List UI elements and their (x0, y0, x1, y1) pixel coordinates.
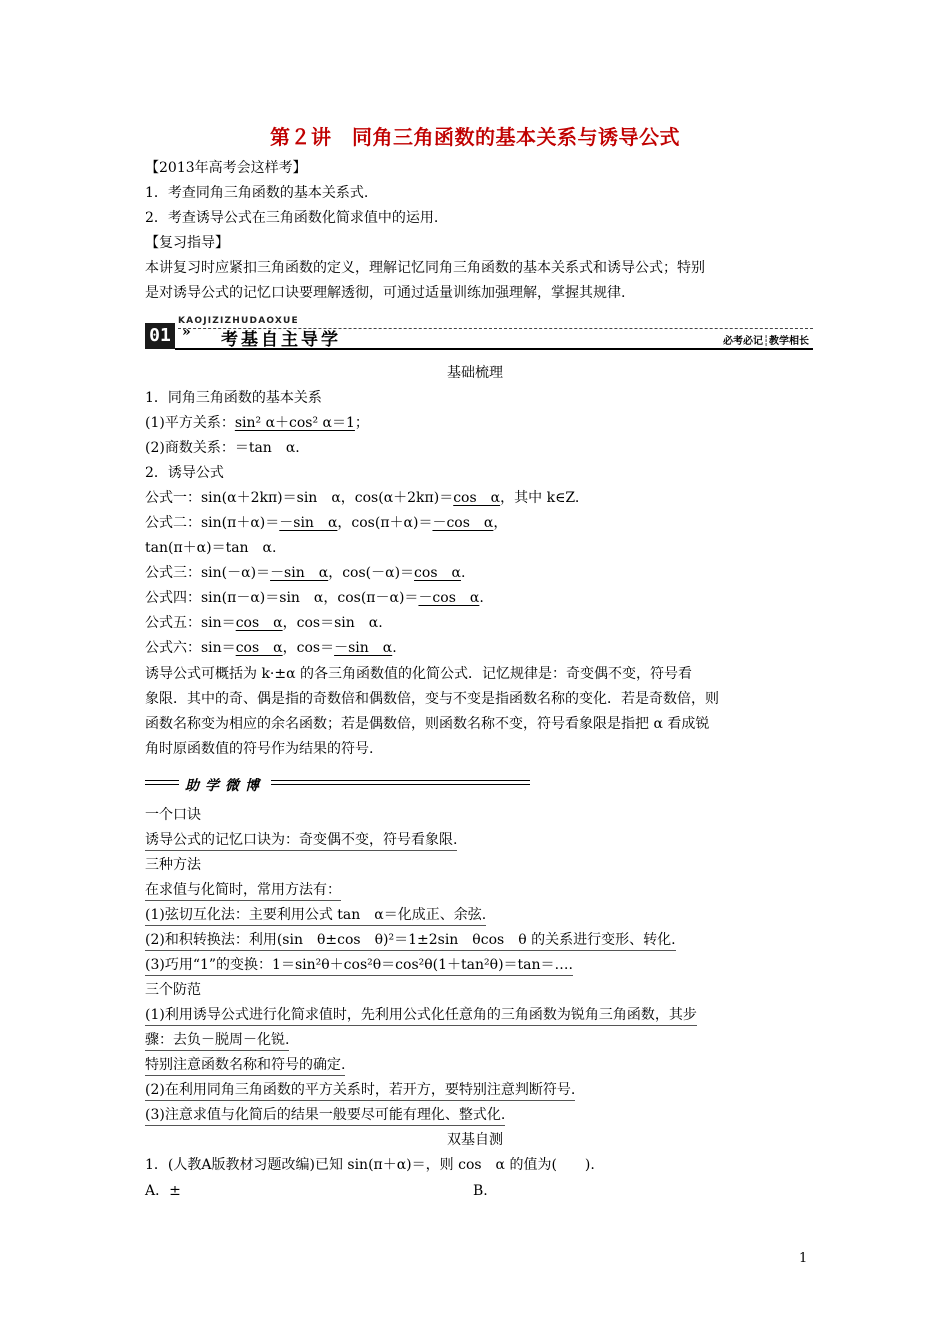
formula-2-tan: tan(π＋α)＝tan α. (145, 540, 277, 556)
formula-2: 公式二：sin(π＋α)＝－sin α，cos(π＋α)＝－cos α， (145, 515, 508, 531)
exam-item-2: 2．考查诱导公式在三角函数化简求值中的运用. (145, 210, 439, 226)
formula-5: 公式五：sin＝cos α，cos＝sin α. (145, 615, 383, 631)
banner-rule (175, 348, 813, 350)
helper-heading: 三种方法 (145, 857, 201, 873)
square-relation: (1)平方关系：sin² α＋cos² α＝1； (145, 415, 369, 431)
option-b: B. (473, 1183, 488, 1199)
helper-line: (3)巧用“1”的变换：1＝sin²θ＋cos²θ＝cos²θ(1＋tan²θ)＝tan＝…. (145, 955, 573, 976)
exam-heading: 【2013年高考会这样考】 (145, 160, 307, 176)
review-line-1: 本讲复习时应紧扣三角函数的定义，理解记忆同角三角函数的基本关系式和诱导公式；特别 (145, 260, 705, 276)
helper-line: (1)利用诱导公式进行化简求值时，先利用公式化任意角的三角函数为锐角三角函数，其步 (145, 1005, 697, 1026)
banner-heading: 考基自主导学 (221, 330, 341, 350)
helper-line: 骤：去负－脱周－化锐. (145, 1030, 289, 1051)
section-heading-basics: 基础梳理 (447, 365, 503, 381)
section-banner (145, 318, 813, 350)
formula-1: 公式一：sin(α＋2kπ)＝sin α，cos(α＋2kπ)＝cos α，其中 k∈Z. (145, 490, 580, 506)
helper-heading: 一个口诀 (145, 807, 201, 823)
helper-line: 特别注意函数名称和符号的确定. (145, 1055, 345, 1076)
double-chevron-icon: » (182, 324, 191, 340)
helper-line: (2)和积转换法：利用(sin θ±cos θ)²＝1±2sin θcos θ 的关系进行变形、转化. (145, 930, 676, 951)
helper-label: 助学微博 (179, 775, 271, 795)
helper-line: (3)注意求值与化简后的结果一般要尽可能有理化、整式化. (145, 1105, 505, 1126)
paragraph-line: 角时原函数值的符号作为结果的符号. (145, 741, 374, 757)
basics-line: 1．同角三角函数的基本关系 (145, 390, 322, 406)
helper-line: (1)弦切互化法：主要利用公式 tan α＝化成正、余弦. (145, 905, 486, 926)
banner-tagline: 必考必记┆教学相长 (722, 336, 809, 347)
helper-line: 在求值与化简时，常用方法有： (145, 880, 341, 901)
helper-line: 诱导公式的记忆口诀为：奇变偶不变，符号看象限. (145, 830, 457, 851)
banner-number: 01 (145, 323, 175, 349)
option-a: A．± (145, 1183, 181, 1199)
review-line-2: 是对诱导公式的记忆口诀要理解透彻，可通过适量训练加强理解，掌握其规律. (145, 285, 626, 301)
paragraph-line: 诱导公式可概括为 k·±α 的各三角函数值的化简公式．记忆规律是：奇变偶不变，符号看 (145, 666, 693, 682)
paragraph-line: 象限．其中的奇、偶是指的奇数倍和偶数倍，变与不变是指函数名称的变化．若是奇数倍，则 (145, 691, 719, 707)
helper-line: (2)在利用同角三角函数的平方关系时，若开方，要特别注意判断符号. (145, 1080, 575, 1101)
banner-pinyin: KAOJIZIZHUDAOXUE (178, 316, 299, 326)
review-heading: 【复习指导】 (145, 235, 229, 251)
formula-6: 公式六：sin＝cos α，cos＝－sin α. (145, 640, 397, 656)
basics-line: 2．诱导公式 (145, 465, 224, 481)
helper-divider (145, 775, 530, 793)
formula-3: 公式三：sin(－α)＝－sin α，cos(－α)＝cos α. (145, 565, 466, 581)
quotient-relation: (2)商数关系：＝tan α. (145, 440, 300, 456)
formula-4: 公式四：sin(π－α)＝sin α，cos(π－α)＝－cos α. (145, 590, 484, 606)
page-number: 1 (799, 1251, 808, 1266)
helper-heading: 三个防范 (145, 982, 201, 998)
section-heading-test: 双基自测 (447, 1132, 503, 1148)
question-1: 1．(人教A版教材习题改编)已知 sin(π＋α)＝，则 cos α 的值为( ). (145, 1157, 595, 1173)
exam-item-1: 1．考查同角三角函数的基本关系式. (145, 185, 369, 201)
paragraph-line: 函数名称变为相应的余名函数；若是偶数倍，则函数名称不变，符号看象限是指把 α 看成锐 (145, 716, 710, 732)
page-title: 第２讲 同角三角函数的基本关系与诱导公式 (270, 125, 680, 149)
